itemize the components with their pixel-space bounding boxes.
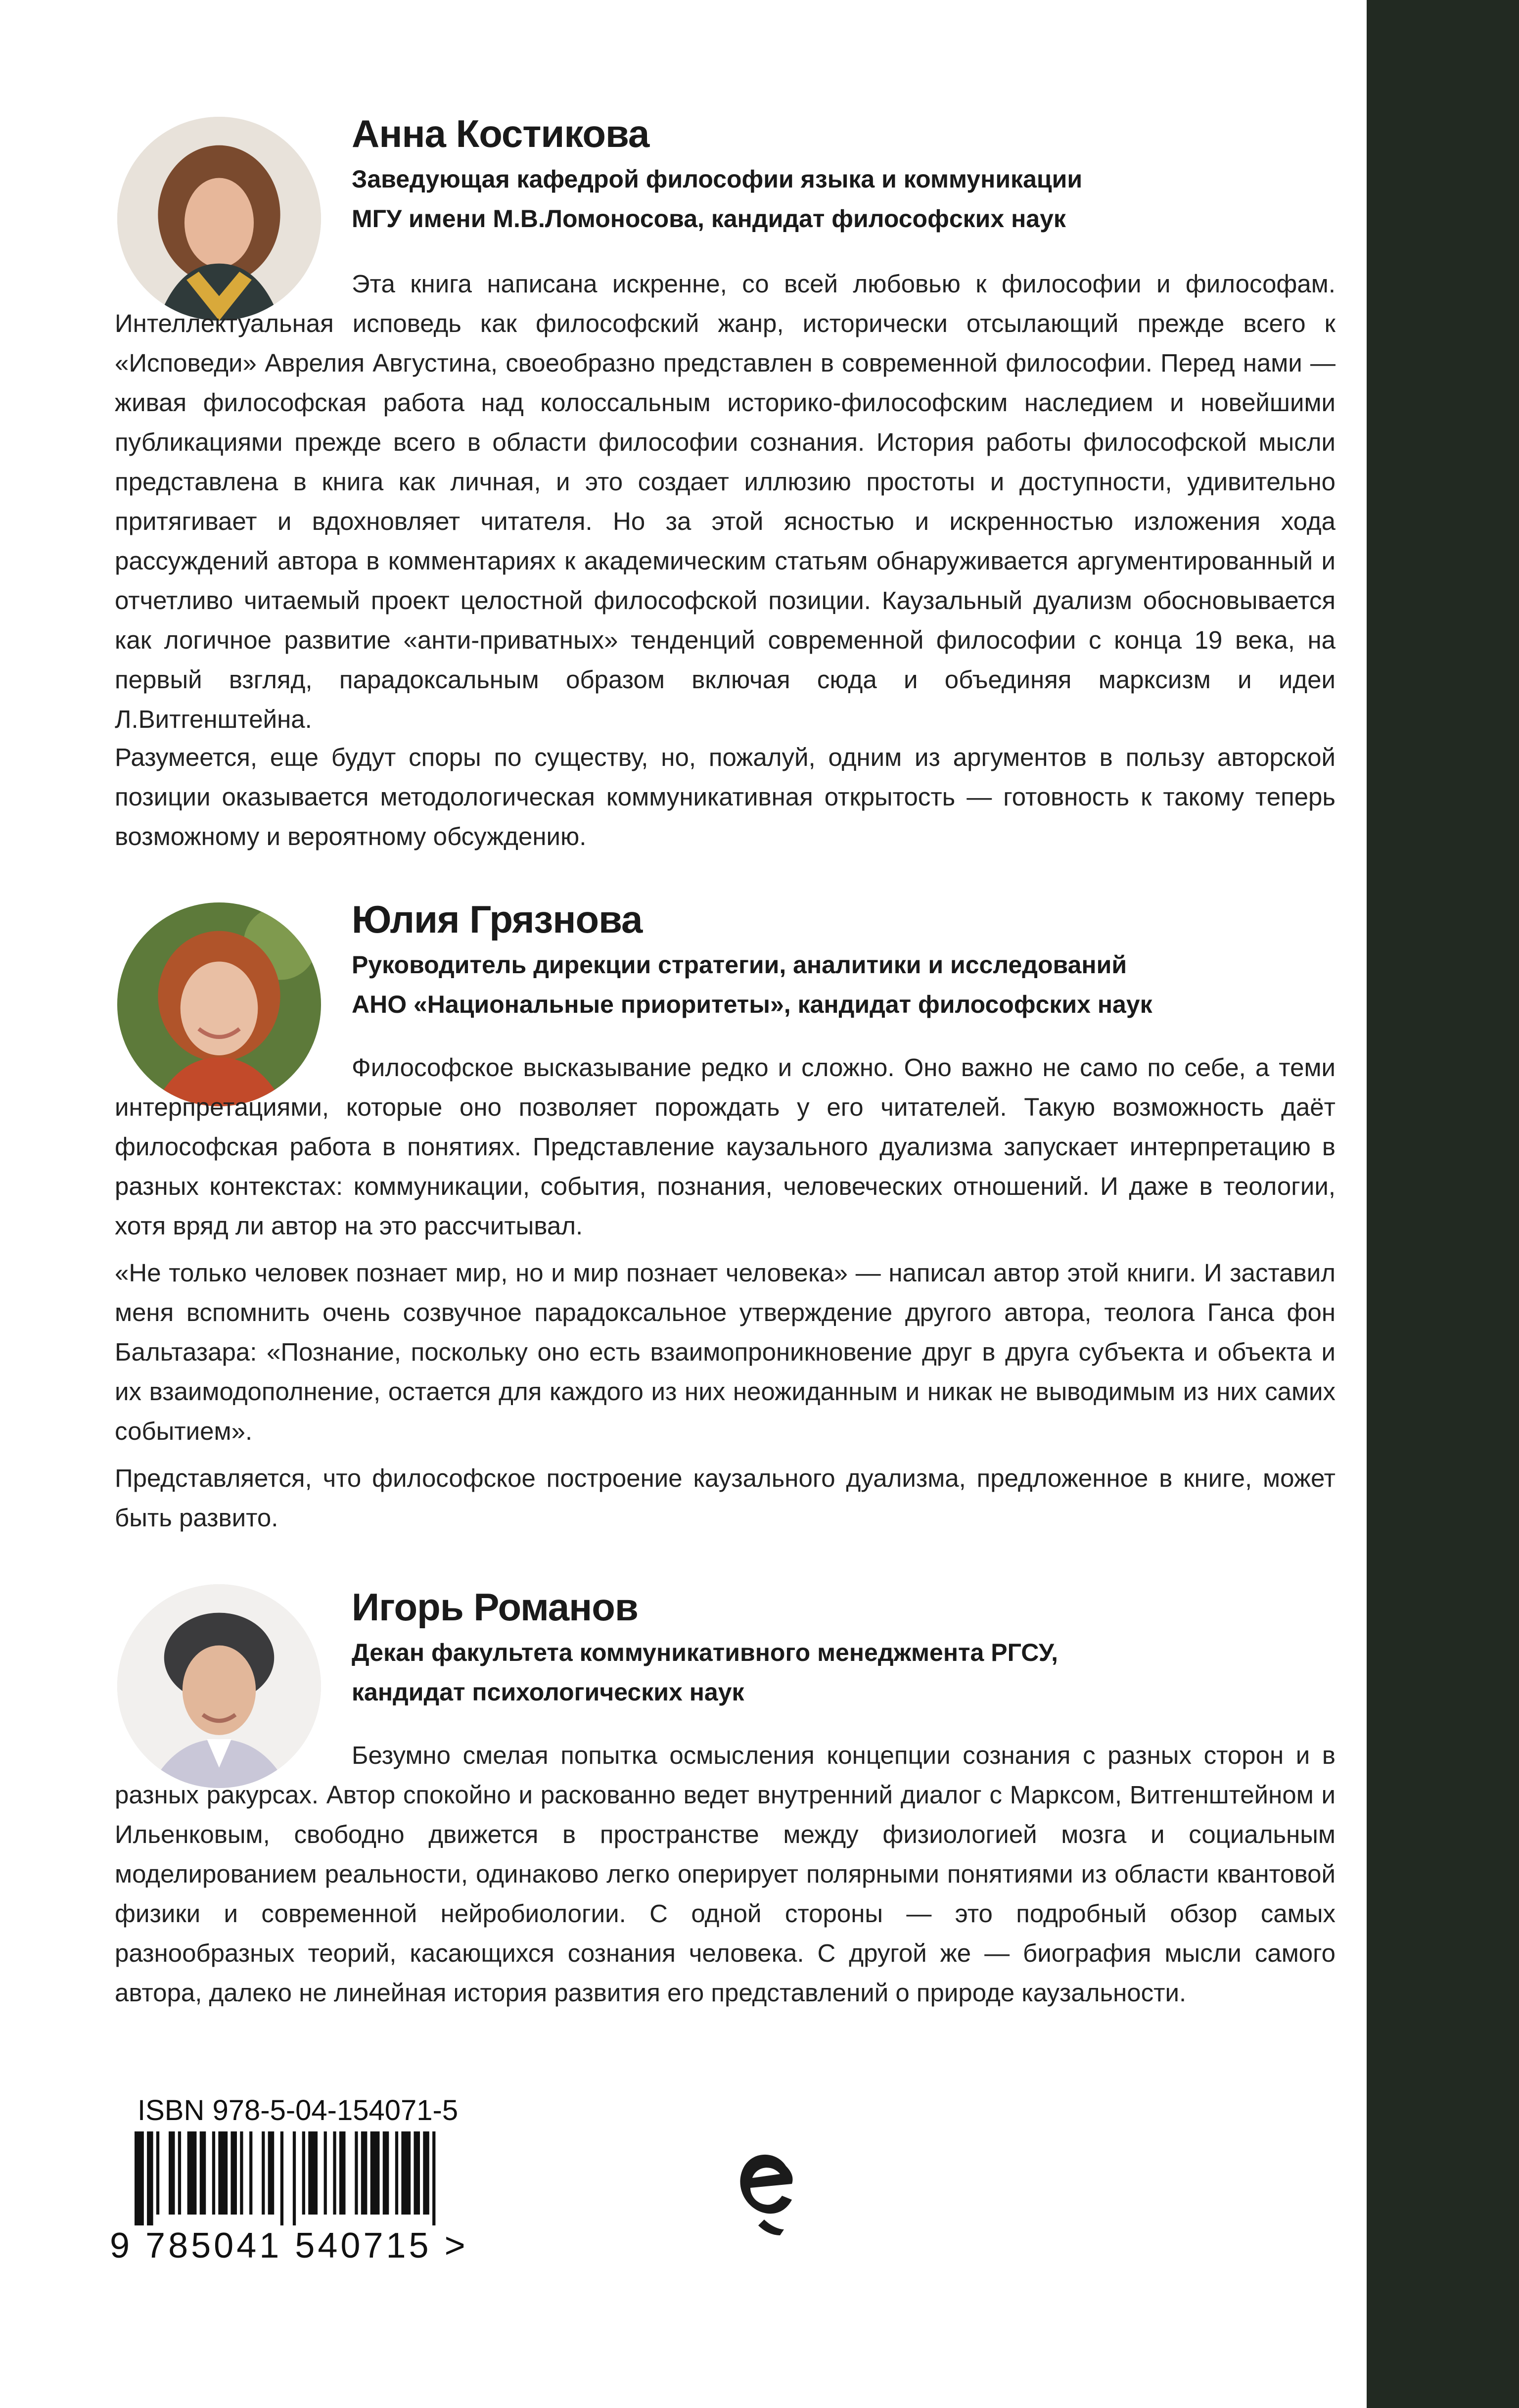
review-paragraph: Философское высказывание редко и сложно. Оно важно не само по себе, а теми интерпретациями, которые оно позволяет порождать у его читателей. Такую возможность даёт философская работа в понятиях. Представление каузального дуализма запускает интерпретацию в разных контекстах: коммуникации, события, познания, человеческих отношений. И даже в теологии, хотя вряд ли автор на это рассчитывал. <box>115 1053 1335 1240</box>
reviewer-name: Юлия Грязнова <box>352 897 643 941</box>
review-paragraph: Разумеется, еще будут споры по существу, но, пожалуй, одним из аргументов в пользу авторской позиции оказывается методологическая коммуникативная открытость — готовность к такому теперь возможному и вероятному обсуждению. <box>115 743 1335 850</box>
review-paragraph: Представляется, что философское построение каузального дуализма, предложенное в книге, может быть развито. <box>115 1464 1335 1532</box>
reviewer-role: Декан факультета коммуникативного менеджмента РГСУ, кандидат психологических наук <box>352 1639 1059 1706</box>
barcode-digits: 9 785041 540715 > <box>110 2226 468 2266</box>
review-paragraph: Эта книга написана искренне, со всей любовью к философии и философам. Интеллектуальная исповедь как философский жанр, исторически отсылающий прежде всего к «Исповеди» Аврелия Августина, своеобразно представлен в современной философии. Перед нами — живая философская работа над колоссальным историко-философским наследием и новейшими публикациями прежде всего в области философии сознания. История работы философской мысли представлена в книга как личная, и это создает иллюзию простоты и доступности, удивительно притягивает и вдохновляет читателя. Но за этой ясностью и искренностью изложения хода рассуждений автора в комментариях к академическим статьям обнаруживается аргументированный и отчетливо читаемый проект целостной философской позиции. Каузальный дуализм обосновывается как логичное развитие «анти-приватных» тенденций современной философии с конца 19 века, на первый взгляд, парадоксальным образом включая сюда и объединяя марксизм и идеи Л.Витгенштейна. <box>115 270 1335 733</box>
barcode-image <box>135 2131 451 2225</box>
review-paragraph: «Не только человек познает мир, но и мир познает человека» — написал автор этой книги. И заставил меня вспомнить очень созвучное парадоксальное утверждение другого автора, теолога Ганса фон Бальтазара: «Познание, поскольку оно есть взаимопроникновение друг в друга субъекта и объекта и их взаимодополнение, остается для каждого из них неожиданным и никак не выводимым из них самих событием». <box>115 1259 1335 1445</box>
isbn-label: ISBN 978-5-04-154071-5 <box>138 2094 459 2126</box>
reviewer-role: Руководитель дирекции стратегии, аналитики и исследований АНО «Национальные приоритеты», кандидат философских наук <box>352 951 1152 1018</box>
book-spine-strip <box>1367 0 1519 2408</box>
reviewer-role: Заведующая кафедрой философии языка и коммуникации МГУ имени М.В.Ломоносова, кандидат философских наук <box>352 165 1083 233</box>
reviewer-name: Игорь Романов <box>352 1585 638 1629</box>
reviewer-name: Анна Костикова <box>352 112 649 155</box>
review-paragraph: Безумно смелая попытка осмысления концепции сознания с разных сторон и в разных ракурсах. Автор спокойно и раскованно ведет внутренний диалог с Марксом, Витгенштейном и Ильенковым, свободно движется в пространстве между физиологией мозга и социальным моделированием реальности, одинаково легко оперирует полярными понятиями из области квантовой физики и современной нейробиологии. С одной стороны — это подробный обзор самых разнообразных теорий, касающихся сознания человека. С другой же — биография мысли самого автора, далеко не линейная история развития его представлений о природе каузальности. <box>115 1741 1335 2007</box>
eksmo-logo-icon <box>725 2136 804 2235</box>
